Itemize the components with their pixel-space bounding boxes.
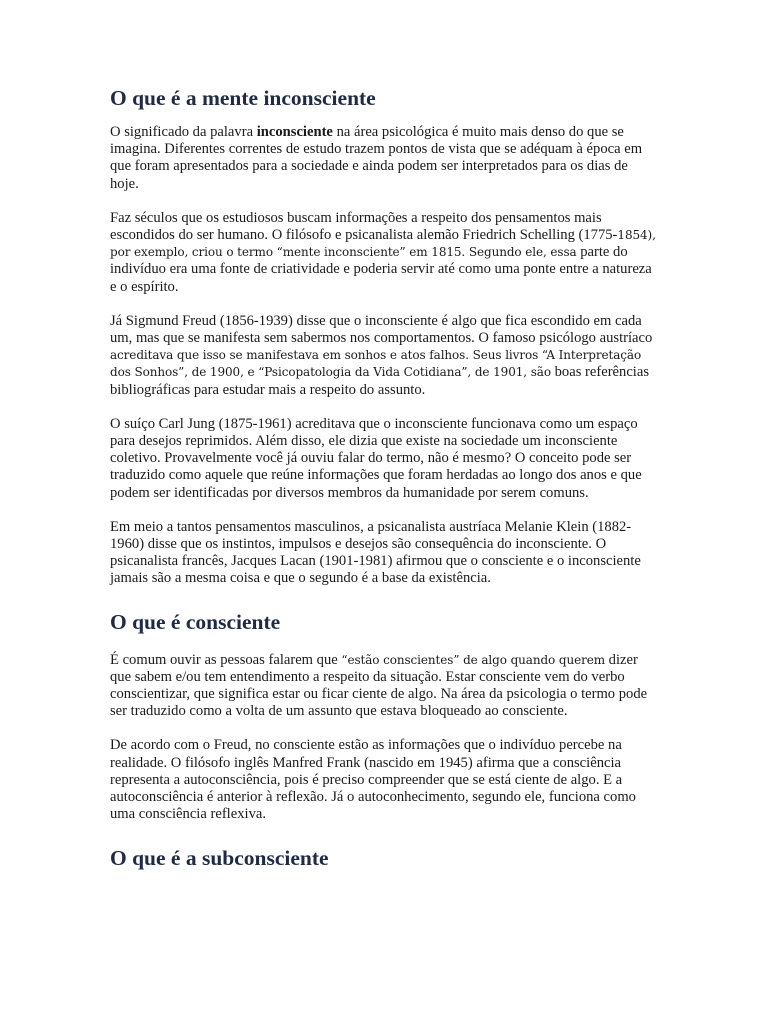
paragraph: Em meio a tantos pensamentos masculinos, a psicanalista austríaca Melanie Klein (1882-1960) disse que os instintos, impulsos e desejos são consequência do inconsciente. O psicanalista francês, Jacques Lacan (1901-1981) afirmou que o consciente e o inconsciente jamais são a mesma coisa e que o segundo é a base da existência. — [110, 518, 641, 587]
text-run-alt-font: acreditava que isso se manifestava em sonhos e atos falhos. Seus livros “A Interpretação dos Sonhos”, de 1900, e “Psicopatologia da Vida Cotidiana”, de 1901, são — [110, 348, 642, 380]
text-run: Faz séculos que os estudiosos buscam informações a respeito dos pensamentos mais escondidos do ser humano. O filósofo e psicanalista alemão Friedrich Schelling (1775- — [110, 209, 618, 244]
text-run-alt-font: 1854), por exemplo, criou o termo “mente inconsciente” em 1815. Segundo ele, essa — [110, 228, 656, 260]
text-run: parte do indivíduo era uma fonte de criatividade e poderia servir até como uma ponte entre a natureza e o espírito. — [110, 244, 652, 295]
section-heading-consciente: O que é consciente — [110, 609, 281, 634]
paragraph — [110, 210, 658, 296]
text-run: na área psicológica é muito mais denso do que se imagina. Diferentes correntes de estudo trazem pontos de vista que se adéquam à época em que foram apresentados para a sociedade e ainda podem ser interpretados para os dias de hoje. — [110, 124, 643, 192]
text-run: Já Sigmund Freud (1856-1939) disse que o inconsciente é algo que fica escondido em cada um, mas que se manifesta sem sabermos nos comportamentos. O famoso psicólogo austríaco — [110, 312, 653, 347]
text-run: É comum ouvir as pessoas falarem que — [110, 651, 342, 668]
text-run: dizer que sabem e/ou tem entendimento a respeito da situação. Estar consciente vem do verbo conscientizar, que significa estar ou ficar ciente de algo. Na área da psicologia o termo pode ser traduzido como a volta de um assunto que estava bloqueado ao consciente. — [110, 651, 648, 720]
paragraph — [110, 313, 658, 399]
text-run: boas referências bibliográficas para estudar mais a respeito do assunto. — [110, 364, 650, 398]
paragraph: De acordo com o Freud, no consciente estão as informações que o indivíduo percebe na realidade. O filósofo inglês Manfred Frank (nascido em 1945) afirma que a consciência representa a autoconsciência, pois é preciso compreender que se está ciente de algo. E a autoconsciência é anterior à reflexão. Já o autoconhecimento, segundo ele, funciona como uma consciência reflexiva. — [110, 737, 636, 823]
text-run-alt-font: “estão conscientes” de algo quando querem — [341, 652, 606, 667]
paragraph — [110, 124, 658, 193]
bold-term: inconsciente — [256, 124, 333, 140]
paragraph: O suíço Carl Jung (1875-1961) acreditava que o inconsciente funcionava como um espaço para desejos reprimidos. Além disso, ele dizia que existe na sociedade um inconsciente coletivo. Provavelmente você já ouviu falar do termo, não é mesmo? O conceito pode ser traduzido como aquele que reúne informações que foram herdadas ao longo dos anos e que podem ser identificadas por diversos membros da humanidade por serem comuns. — [110, 415, 642, 501]
paragraph — [110, 652, 658, 721]
text-run: O significado da palavra — [110, 124, 257, 140]
section-heading-subconsciente: O que é a subconsciente — [110, 845, 329, 870]
section-heading-inconsciente: O que é a mente inconsciente — [110, 86, 376, 110]
